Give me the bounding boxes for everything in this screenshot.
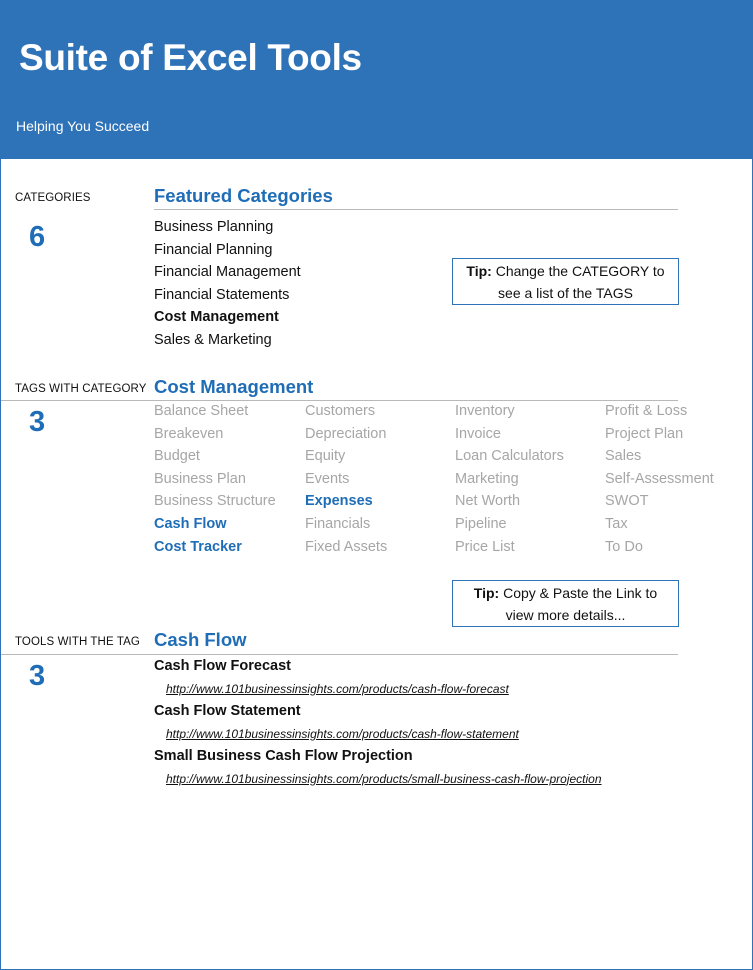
tag-item[interactable]: Cost Tracker [154,538,242,555]
category-item[interactable]: Cost Management [154,309,279,326]
category-tip-line1 [453,260,678,282]
tools-tag-title: Cash Flow [154,629,247,650]
tool-list [154,655,602,790]
tools-tip-line2: view more details... [505,607,626,623]
header-banner [1,1,752,159]
tools-count: 3 [29,660,46,692]
tag-item[interactable]: To Do [605,538,643,555]
tag-item[interactable]: Business Structure [154,493,276,510]
category-tip-text1: Change the CATEGORY to [491,263,665,279]
category-item[interactable]: Business Planning [154,219,274,235]
tools-tip-box [452,580,679,627]
tag-item[interactable]: Pipeline [455,516,507,532]
tool-name: Small Business Cash Flow Projection [154,748,413,764]
tool-link[interactable]: http://www.101businessinsights.com/products/small-business-cash-flow-projection [166,771,602,786]
tag-item[interactable]: Sales [605,448,642,465]
category-item[interactable]: Financial Statements [154,286,290,303]
category-list [154,216,301,352]
category-tip-box [452,258,679,305]
tag-item[interactable]: Loan Calculators [455,448,564,465]
categories-count: 6 [29,221,46,253]
tag-item[interactable]: Financials [305,516,371,532]
page-subtitle: Helping You Succeed [16,118,150,134]
tools-tip-text1: Copy & Paste the Link to [499,585,658,601]
tag-item[interactable]: Inventory [455,403,515,419]
tag-item[interactable]: Cash Flow [154,516,227,532]
category-item[interactable]: Financial Management [154,264,301,281]
tools-tip-prefix: Tip: [473,585,500,601]
tag-item[interactable]: Marketing [455,470,519,487]
tag-item[interactable]: Fixed Assets [305,538,388,555]
tag-item[interactable]: Price List [455,538,515,555]
tool-link[interactable]: http://www.101businessinsights.com/products/cash-flow-statement [166,726,519,741]
tag-item[interactable]: Expenses [305,493,373,510]
category-item[interactable]: Sales & Marketing [154,331,272,348]
tag-item[interactable]: Project Plan [605,425,684,442]
tags-count: 3 [29,406,46,438]
tag-item[interactable]: Equity [305,448,346,465]
tags-label: TAGS WITH CATEGORY [15,383,147,395]
category-tip-line2: see a list of the TAGS [498,285,633,301]
tool-name: Cash Flow Statement [154,703,301,719]
featured-categories-title: Featured Categories [154,185,333,206]
category-tip-prefix: Tip: [466,263,492,279]
tag-item[interactable]: Tax [605,516,628,532]
tag-item[interactable]: Depreciation [305,425,387,442]
tag-item[interactable]: Events [305,470,350,487]
tag-item[interactable]: Profit & Loss [605,403,688,419]
category-item[interactable]: Financial Planning [154,241,273,258]
tag-item[interactable]: Customers [305,403,376,419]
tools-tip-line1 [453,582,678,604]
tool-name: Cash Flow Forecast [154,658,291,674]
tag-grid [154,400,744,560]
tag-item[interactable]: SWOT [605,493,649,510]
tag-item[interactable]: Breakeven [154,425,224,442]
tag-item[interactable]: Self-Assessment [605,470,714,487]
tag-item[interactable]: Budget [154,448,200,465]
tag-item[interactable]: Balance Sheet [154,403,249,419]
tag-item[interactable]: Net Worth [455,493,521,510]
categories-label: CATEGORIES [15,192,91,204]
page-title: Suite of Excel Tools [19,37,362,78]
tag-item[interactable]: Invoice [455,425,501,442]
tools-label: TOOLS WITH THE TAG [15,636,140,648]
categories-title-rule [154,209,678,210]
tool-link[interactable]: http://www.101businessinsights.com/products/cash-flow-forecast [166,681,509,696]
tag-item[interactable]: Business Plan [154,470,246,487]
tags-category-title: Cost Management [154,376,314,397]
